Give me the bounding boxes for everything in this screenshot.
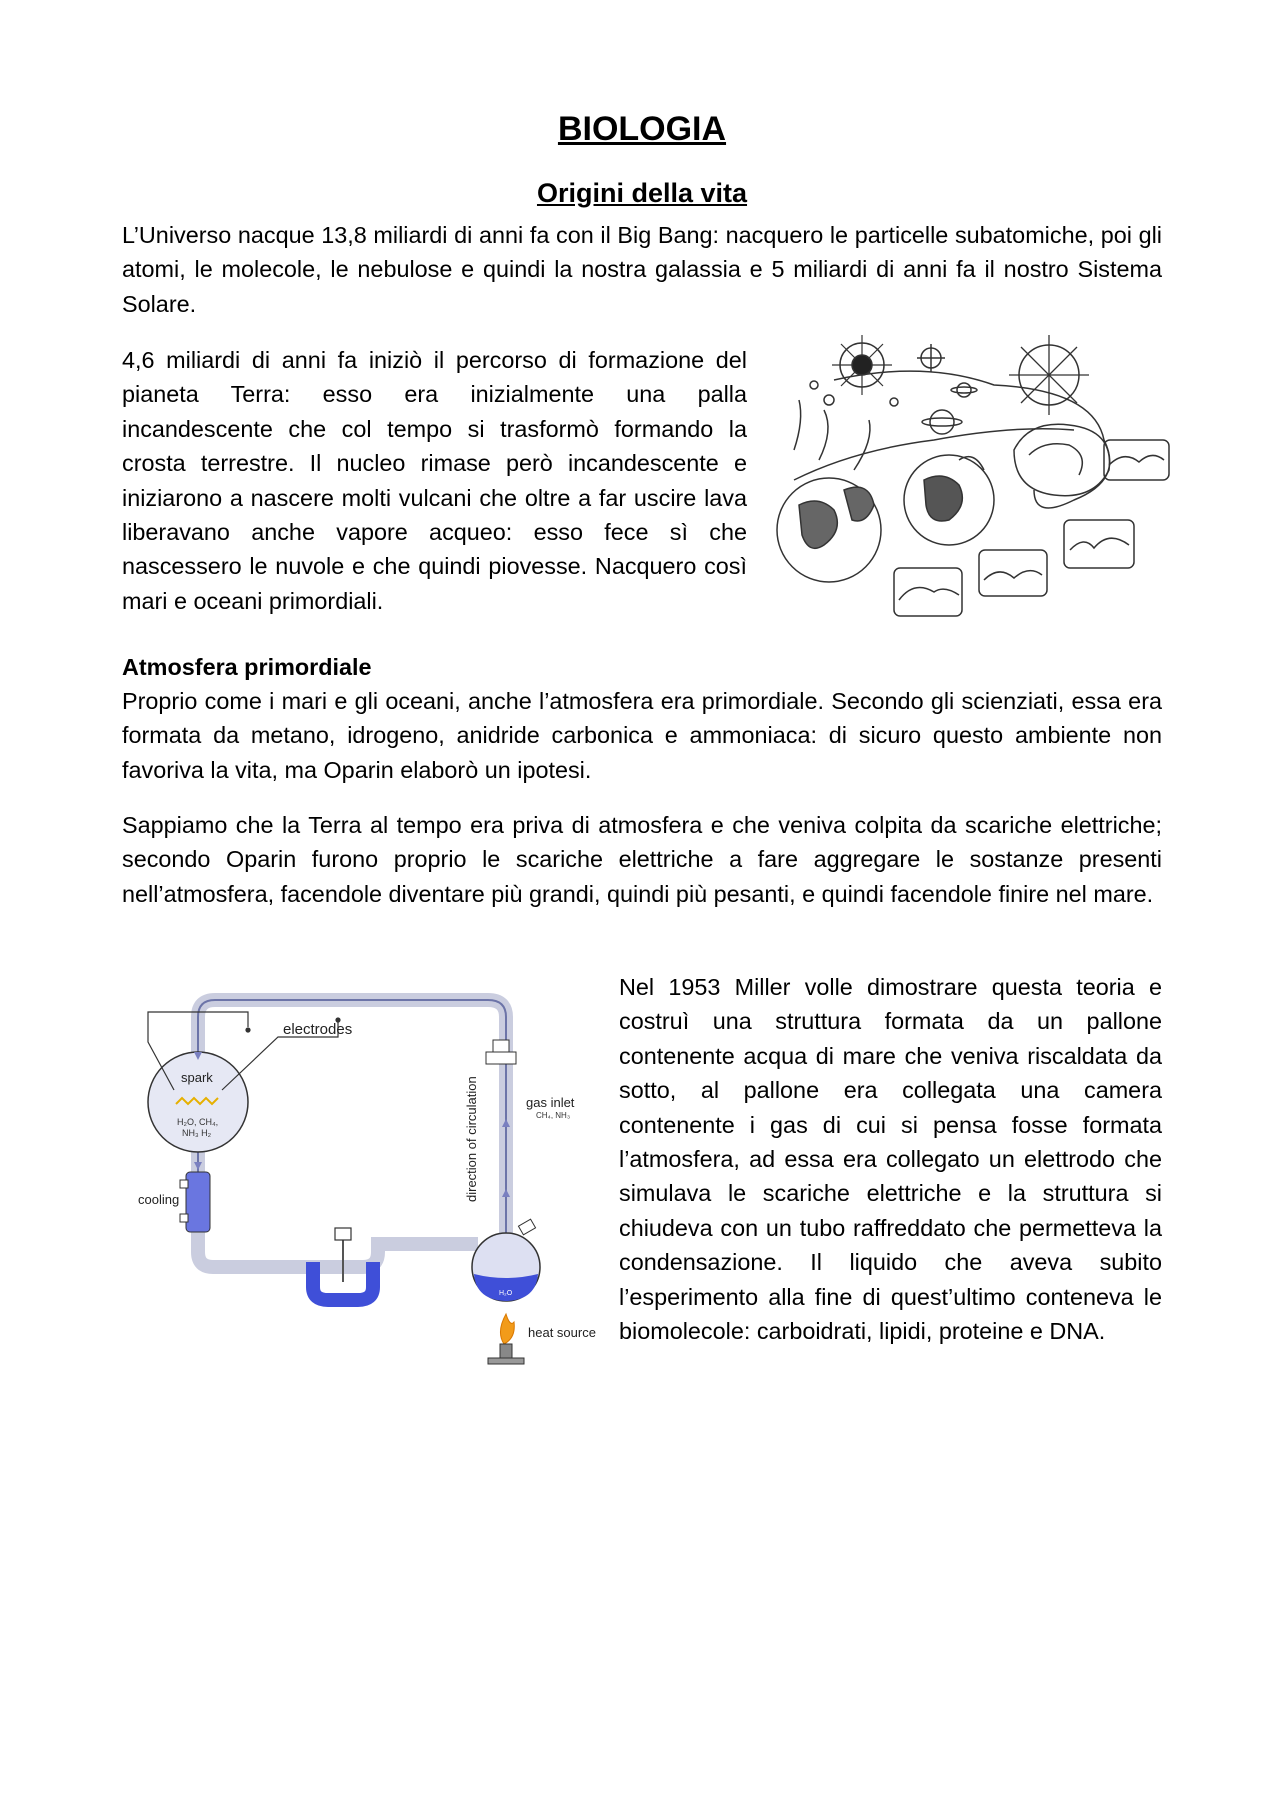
paragraph-miller: Nel 1953 Miller volle dimostrare questa teoria e costruì una struttura formata da un pallone contenente acqua di mare che veniva riscaldata da sotto, al pallone era collegata una camera contenente i gas di cui si pensa fosse formata l’atmosfera, ad essa era collegato un elettrodo che simulava le scariche elettriche e la struttura si chiudeva con un tubo raffreddato che permetteva la condensazione. Il liquido che aveva subito l’esperimento alla fine di quest’ultimo conteneva le biomolecole: carboidrati, lipidi, proteine e DNA. (619, 974, 1162, 1345)
flame-icon (500, 1314, 514, 1344)
label-direction: direction of circulation (464, 1076, 479, 1202)
cooling-jacket (186, 1172, 210, 1232)
label-electrodes: electrodes (283, 1021, 353, 1038)
document-title: BIOLOGIA (557, 110, 727, 148)
paragraph-universe: L’Universo nacque 13,8 miliardi di anni fa con il Big Bang: nacquero le particelle subatomiche, poi gli atomi, le molecole, le nebulose e quindi la nostra galassia e 5 miliardi di anni fa il nostro Sistema Solare. (122, 222, 1162, 317)
label-gases-2: NH₃ H₂ (182, 1128, 212, 1138)
label-spark: spark (181, 1070, 213, 1085)
label-flask: H₂O (499, 1290, 513, 1297)
paragraph-atmosphere: Proprio come i mari e gli oceani, anche l’atmosfera era primordiale. Secondo gli scienziati, essa era formata da metano, idrogeno, anidride carbonica e ammoniaca: di sicuro questo ambiente non favoriva la vita, ma Oparin elaborò un ipotesi. (122, 688, 1162, 783)
label-cooling: cooling (138, 1192, 180, 1207)
section-title: Origini della vita (536, 178, 748, 208)
paragraph-oparin: Sappiamo che la Terra al tempo era priva di atmosfera e che veniva colpita da scariche elettriche; secondo Oparin furono proprio le scariche elettriche a fare aggregare le sostanze presenti nell’atmosfera, facendole diventare più grandi, quindi più pesanti, e quindi facendole finire nel mare. (122, 812, 1162, 907)
miller-experiment-diagram (138, 982, 608, 1372)
atmosphere-heading: Atmosfera primordiale (122, 654, 372, 680)
paragraph-earth-formation: 4,6 miliardi di anni fa iniziò il percorso di formazione del pianeta Terra: esso era inizialmente una palla incandescente che col tempo si trasformò formando la crosta terrestre. Il nucleo rimase però incandescente e iniziarono a nascere molti vulcani che oltre a far uscire lava liberavano anche vapore acqueo: esso fece sì che nascessero le nuvole e che quindi piovesse. Nacquero così mari e oceani primordiali. (122, 347, 747, 614)
earth-evolution-illustration (774, 330, 1174, 620)
label-gas-inlet: gas inlet (526, 1095, 575, 1110)
label-heat-source: heat source (528, 1325, 596, 1340)
label-gases-1: H₂O, CH₄, (177, 1117, 219, 1127)
label-gas-inlet-sub: CH₄, NH₃ (536, 1111, 571, 1120)
